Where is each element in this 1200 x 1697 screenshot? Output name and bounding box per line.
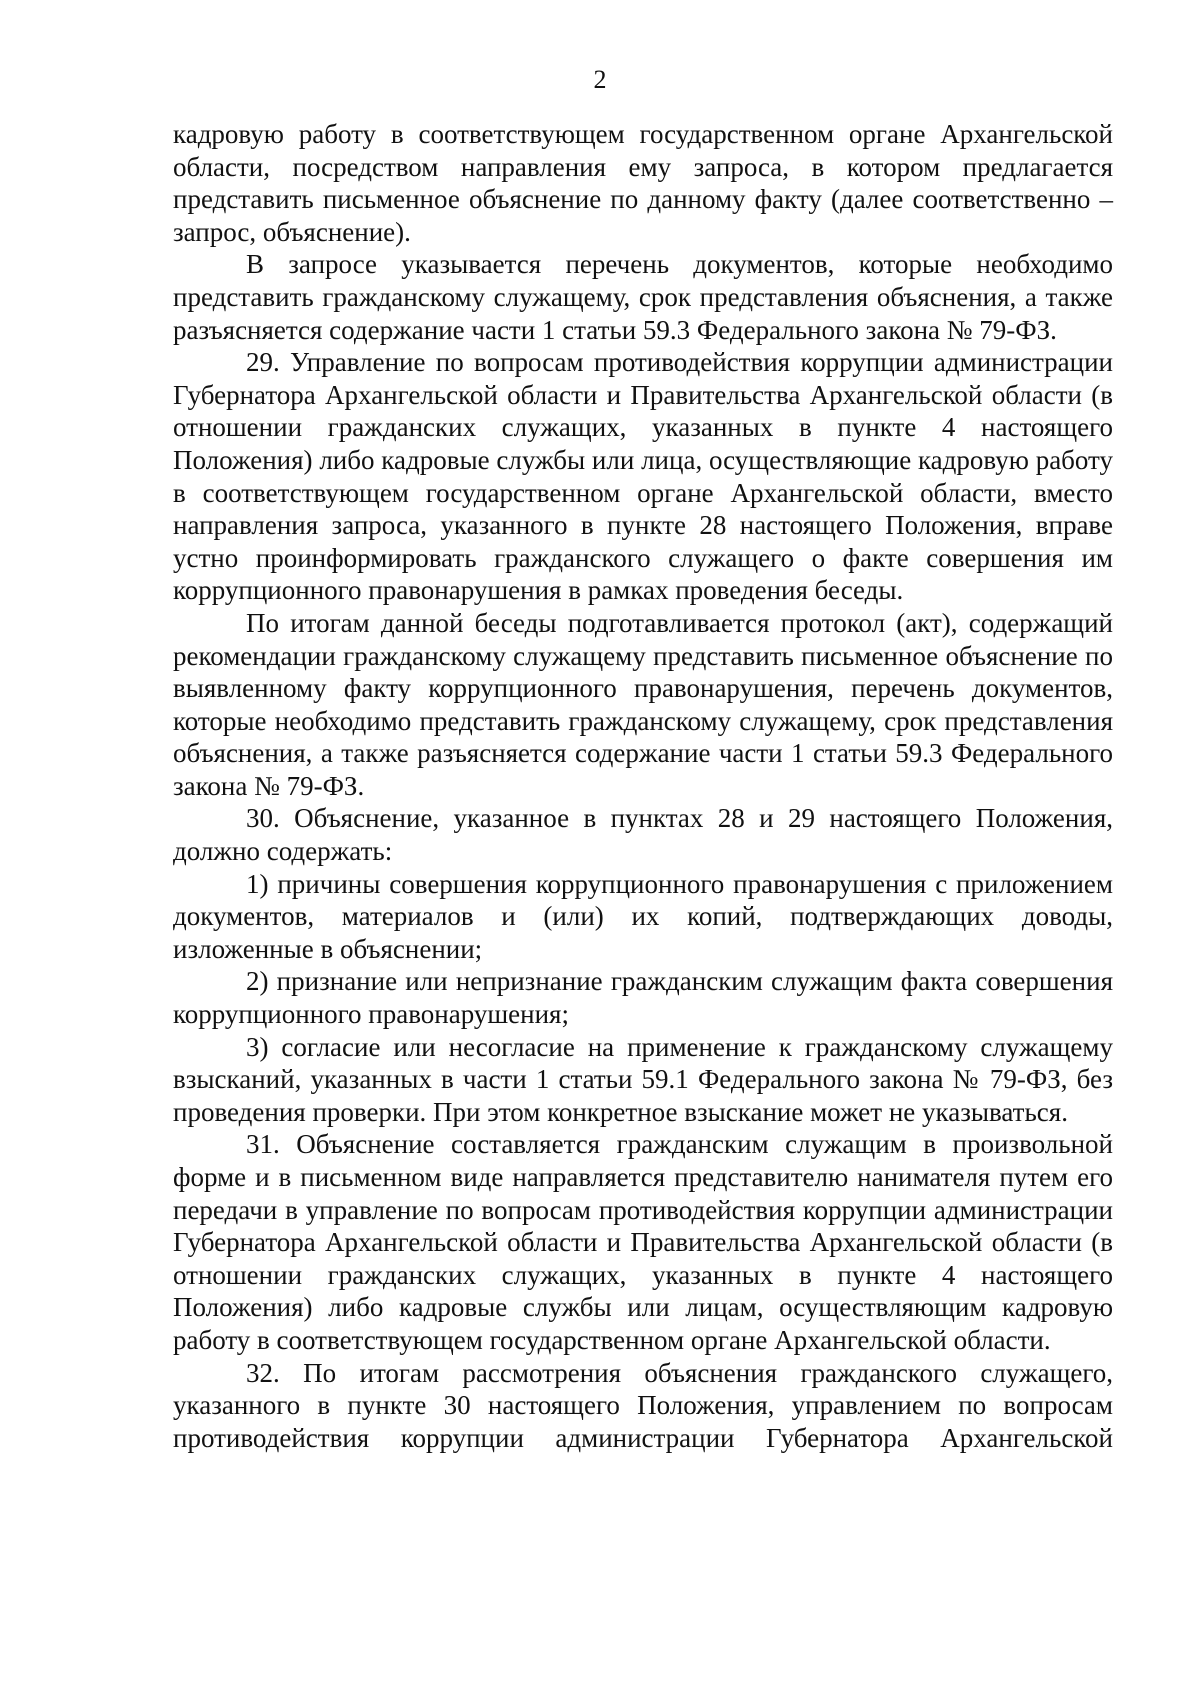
paragraph-item-30: 30. Объяснение, указанное в пунктах 28 и 29 настоящего Положения, должно содержать: [173, 803, 1113, 867]
paragraph-conversation-protocol: По итогам данной беседы подготавливается протокол (акт), содержащий рекомендации гражданскому служащему представить письменное объяснение по выявленному факту коррупционного правонарушения, перечень документов, которые необходимо представить гражданскому служащему, срок представления объяснения, а также разъясняется содержание части 1 статьи 59.3 Федерального закона № 79-ФЗ. [173, 607, 1113, 801]
paragraph-request-contents: В запросе указывается перечень документов, которые необходимо представить гражданскому служащему, срок представления объяснения, а также разъясняется содержание части 1 статьи 59.3 Федерального закона № 79-ФЗ. [173, 249, 1113, 345]
list-item-2: 2) признание или непризнание гражданским служащим факта совершения коррупционного правонарушения; [173, 966, 1113, 1030]
page-number: 2 [593, 65, 607, 94]
paragraph-continuation: кадровую работу в соответствующем государственном органе Архангельской области, посредством направления ему запроса, в котором предлагается представить письменное объяснение по данному факту (далее соответственно – запрос, объяснение). [173, 119, 1113, 247]
list-item-3: 3) согласие или несогласие на применение к гражданскому служащему взысканий, указанных в части 1 статьи 59.1 Федерального закона № 79-ФЗ, без проведения проверки. При этом конкретное взыскание может не указываться. [173, 1031, 1113, 1127]
paragraph-item-32: 32. По итогам рассмотрения объяснения гражданского служащего, указанного в пункте 30 настоящего Положения, управлением по вопросам противодействия коррупции администрации Губернатора Архангельской [173, 1357, 1113, 1453]
paragraph-item-29: 29. Управление по вопросам противодействия коррупции администрации Губернатора Архангельской области и Правительства Архангельской области (в отношении гражданских служащих, указанных в пункте 4 настоящего Положения) либо кадровые службы или лица, осуществляющие кадровую работу в соответствующем государственном органе Архангельской области, вместо направления запроса, указанного в пункте 28 настоящего Положения, вправе устно проинформировать гражданского служащего о факте совершения им коррупционного правонарушения в рамках проведения беседы. [173, 347, 1113, 606]
paragraph-item-31: 31. Объяснение составляется гражданским служащим в произвольной форме и в письменном виде направляется представителю нанимателя путем его передачи в управление по вопросам противодействия коррупции администрации Губернатора Архангельской области и Правительства Архангельской области (в отношении гражданских служащих, указанных в пункте 4 настоящего Положения) либо кадровые службы или лицам, осуществляющим кадровую работу в соответствующем государственном органе Архангельской области. [173, 1129, 1113, 1355]
list-item-1: 1) причины совершения коррупционного правонарушения с приложением документов, материалов и (или) их копий, подтверждающих доводы, изложенные в объяснении; [173, 868, 1113, 964]
document-body [173, 118, 1113, 1454]
